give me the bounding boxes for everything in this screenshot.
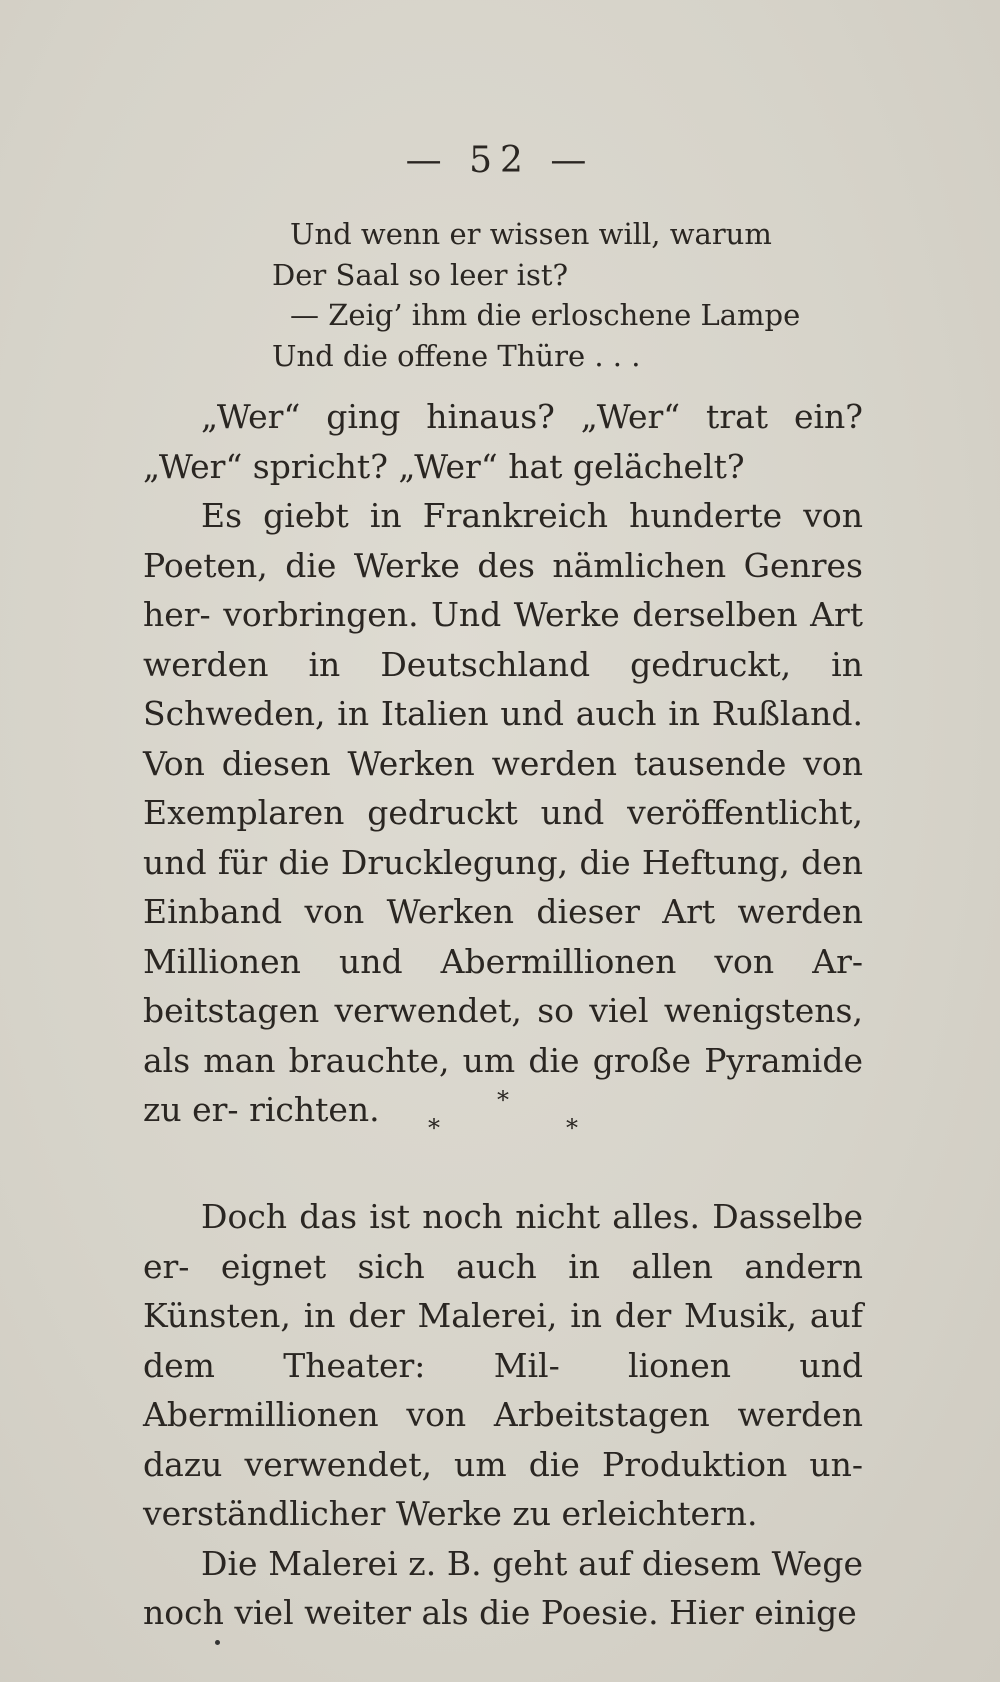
- paragraph-other-arts: Doch das ist noch nicht alles. Dasselbe er- eignet sich auch in allen andern Künsten, in der Malerei, in der Musik, auf dem Theater: Mil- lionen und Abermillionen von Arbeitstagen werden dazu verwendet, um die Produktion un- verständlicher Werke zu erleichtern.: [143, 1197, 863, 1533]
- asterisk: *: [497, 1086, 509, 1114]
- asterisk: *: [428, 1114, 440, 1142]
- verse-line: — Zeig’ ihm die erloschene Lampe: [290, 298, 801, 333]
- asterisk: *: [566, 1114, 578, 1142]
- page-number: — 52 —: [405, 140, 595, 181]
- speck-mark: [215, 1640, 220, 1645]
- verse-block: [272, 214, 832, 376]
- section-asterism: [0, 1086, 1000, 1146]
- paragraph-poets: Es giebt in Frankreich hunderte von Poeten, die Werke des nämlichen Genres her- vorbringen. Und Werke derselben Art werden in Deutschland gedruckt, in Schweden, in Italien und auch in Rußland. Von diesen Werken werden tausende von Exemplaren gedruckt und veröffentlicht, und für die Drucklegung, die Heftung, den Einband von Werken dieser Art werden Millionen und Abermillionen von Ar- beitstagen verwendet, so viel wenigstens, als man brauchte, um die große Pyramide zu er- richten.: [143, 496, 863, 1129]
- upper-text: [143, 392, 863, 1135]
- verse-line: Und die offene Thüre . . .: [272, 338, 641, 373]
- verse-line: Der Saal so leer ist?: [272, 257, 569, 292]
- paragraph-questions: „Wer“ ging hinaus? „Wer“ trat ein? „Wer“ spricht? „Wer“ hat gelächelt?: [143, 397, 863, 486]
- paragraph-painting: Die Malerei z. B. geht auf diesem Wege noch viel weiter als die Poesie. Hier einige: [143, 1543, 863, 1632]
- verse-line: Und wenn er wissen will, warum: [290, 217, 772, 251]
- lower-text: [143, 1192, 863, 1638]
